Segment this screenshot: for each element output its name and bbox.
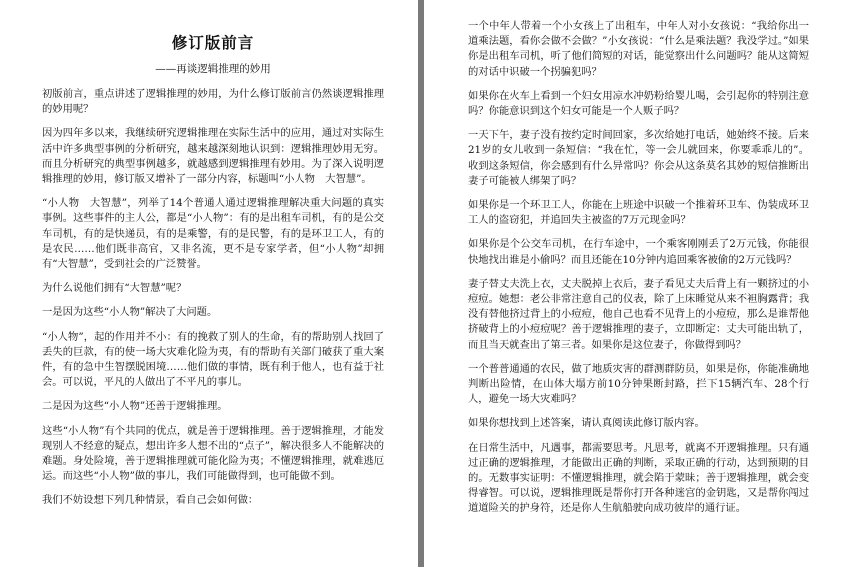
paragraph: “小人物 大智慧”，列举了14个普通人通过逻辑推理解决重大问题的真实事例。这些事件的主人公，都是“小人物”：有的是出租车司机，有的是公交车司机，有的是快递员，有的是乘警，有的是民警，有的是环卫工人，有的是农民……他们既非高官，又非名流，更不是专家学者，但“小人物”却拥有“大智慧”，受到社会的广泛赞誉。 (42, 197, 384, 271)
paragraph: 一天下午，妻子没有按约定时间回家，多次给她打电话，她始终不接。后来21岁的女儿收到一条短信：“我在忙，等一会儿就回来，你要乖乖儿的”。收到这条短信，你会感到有什么异常吗？你会从这条莫名其妙的短信推断出妻子可能被人绑架了吗？ (468, 129, 809, 187)
paragraph: 初版前言，重点讲述了逻辑推理的妙用，为什么修订版前言仍然谈逻辑推理的妙用呢？ (42, 88, 384, 116)
right-page (424, 0, 845, 567)
left-page-content (0, 0, 418, 518)
paragraph: 在日常生活中，凡遇事，都需要思考。凡思考，就离不开逻辑推理。只有通过正确的逻辑推理，才能做出正确的判断，采取正确的行动，达到预期的目的。无数事实证明：不懂逻辑推理，就会陷于蒙昧；善于逻辑推理，就会变得睿智。可以说，逻辑推理既是帮你打开各种迷宫的金钥匙，又是帮你闯过道道险关的护身符，还是你人生航船驶向成功彼岸的通行证。 (468, 441, 809, 515)
paragraph: 如果你在火车上看到一个妇女用凉水冲奶粉给婴儿喝，会引起你的特别注意吗？你能意识到这个妇女可能是一个人贩子吗？ (468, 89, 809, 118)
right-page-content (424, 0, 845, 526)
paragraph: “小人物”，起的作用并不小：有的挽救了别人的生命，有的帮助别人找回了丢失的巨款，有的使一场大灾难化险为夷，有的帮助有关部门破获了重大案件，有的急中生智摆脱困境……他们做的事情，既有利于他人，也有益于社会。可以说，平凡的人做出了不平凡的事儿。 (42, 330, 384, 389)
paragraph: 一个中年人带着一个小女孩上了出租车，中年人对小女孩说：“我给你出一道乘法题，看你会做不会做？”小女孩说：“什么是乘法题？我没学过。”如果你是出租车司机，听了他们简短的对话，能觉察出什么问题吗？能从这简短的对话中识破一个拐骗犯吗？ (468, 20, 809, 78)
paragraph: 如果你想找到上述答案，请认真阅读此修订版内容。 (468, 417, 705, 430)
paragraph: 为什么说他们拥有“大智慧”呢？ (42, 282, 187, 295)
page-subtitle: ——再谈逻辑推理的妙用 (155, 63, 271, 75)
paragraph: 如果你是一个环卫工人，你能在上班途中识破一个推着环卫车、伪装成环卫工人的盗窃犯，并追回失主被盗的7万元现金吗？ (468, 199, 809, 227)
paragraph: 二是因为这些“小人物”还善于逻辑推理。 (42, 400, 228, 413)
page-title: 修订版前言 (171, 34, 255, 52)
paragraph: 因为四年多以来，我继续研究逻辑推理在实际生活中的应用，通过对实际生活中许多典型事例的分析研究，越来越深刻地认识到：逻辑推理妙用无穷。而且分析研究的典型事例越多，就越感到逻辑推理有妙用。为了深入说明逻辑推理的妙用，修订版又增补了一部分内容，标题叫“小人物 大智慧”。 (42, 127, 384, 186)
paragraph: 这些“小人物”有个共同的优点，就是善于逻辑推理。善于逻辑推理，才能发现别人不经意的疑点，想出许多人想不出的“点子”，解决很多人不能解决的难题。身处险境，善于逻辑推理就可能化险为夷；不懂逻辑推理，就难逃厄运。而这些“小人物”做的事儿，我们可能做得到，也可能做不到。 (42, 424, 384, 483)
left-page (0, 0, 418, 567)
paragraph: 一个普普通通的农民，做了地质灾害的群测群防员，如果是你，你能准确地判断出险情，在山体大塌方前10分钟果断封路，拦下15辆汽车、28个行人，避免一场大灾难吗？ (468, 362, 809, 406)
paragraph: 妻子替丈夫洗上衣，丈夫脱掉上衣后，妻子看见丈夫后背上有一颗挤过的小痘痘。她想：老公非常注意自己的仪表，除了上床睡觉从来不袒胸露背；我没有替他挤过背上的小痘痘，他自己也看不见背上的小痘痘，那么是谁帮他挤破背上的小痘痘呢？善于逻辑推理的妻子，立即断定：丈夫可能出轨了，而且当天就查出了第三者。如果你是这位妻子，你做得到吗？ (468, 277, 809, 351)
paragraph: 一是因为这些“小人物”解决了大问题。 (42, 306, 218, 319)
paragraph: 我们不妨设想下列几种情景，看自己会如何做： (42, 494, 259, 507)
paragraph: 如果你是个公交车司机，在行车途中，一个乘客刚刚丢了2万元钱，你能很快地找出谁是小偷吗？而且还能在10分钟内追回乘客被偷的2万元钱吗？ (468, 238, 809, 266)
